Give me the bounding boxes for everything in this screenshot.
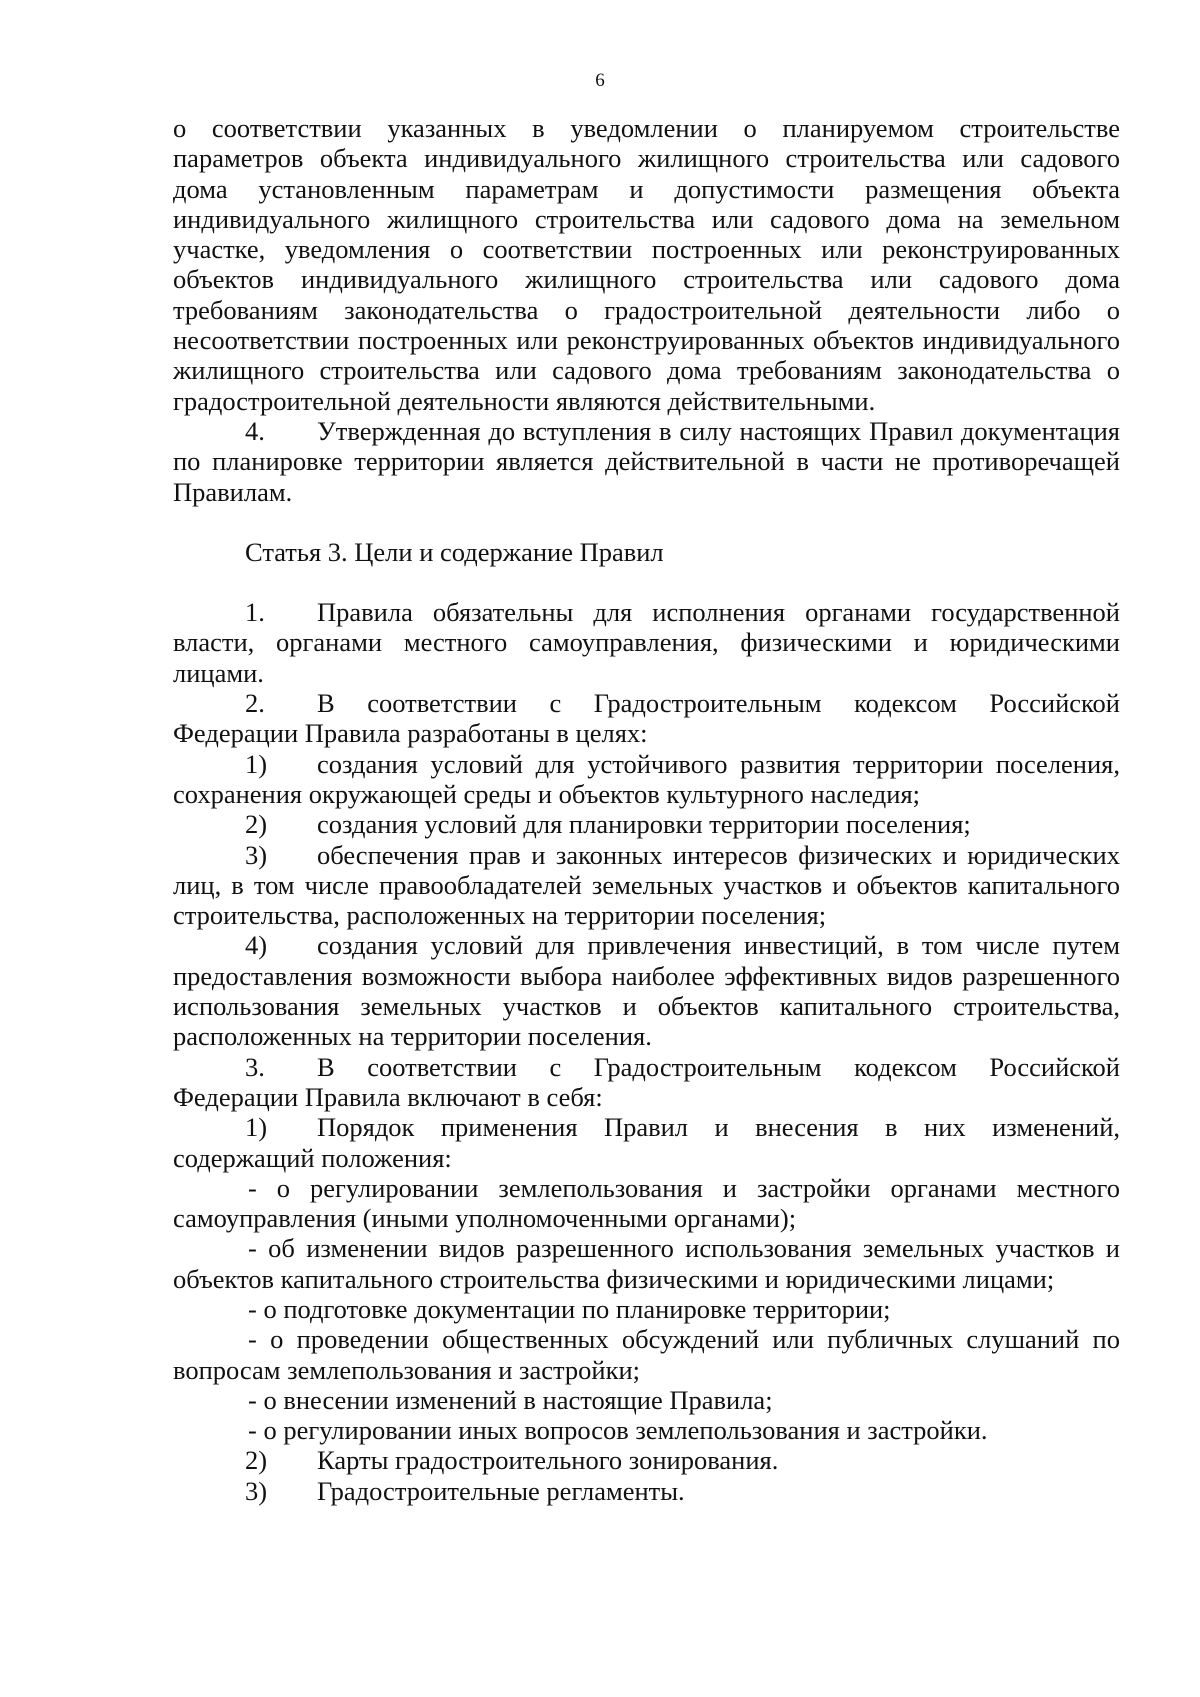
item-number: 1. [245,597,265,628]
item-number: 4) [245,930,268,961]
item-text: Порядок применения Правил и внесения в них изменений, содержащий положения: [173,1112,1120,1173]
item-number: 1) [245,1112,268,1143]
contents-item-3 [173,1476,1120,1506]
item-number: 2. [245,688,265,719]
document-body [173,113,1120,1506]
intro-paragraph: о соответствии указанных в уведомлении о планируемом строительстве параметров объекта индивидуального жилищного строительства или садового дома установленным параметрам и допустимости размещения объекта индивидуального жилищного строительства или садового дома на земельном участке, уведомления о соответствии построенных или реконструированных объектов индивидуального жилищного строительства или садового дома требованиям законодательства о градостроительной деятельности либо о несоответствии построенных или реконструированных объектов индивидуального жилищного строительства или садового дома требованиям законодательства о градостроительной деятельности являются действительными. [173,113,1120,416]
item-number: 3) [245,839,268,870]
item-text: Утвержденная до вступления в силу настоящих Правил документация по планировке территории является действительной в части не противоречащей Правилам. [173,415,1120,507]
item-number: 2) [245,1445,268,1476]
goal-item-3 [173,840,1120,931]
provision-item: - о регулировании землепользования и застройки органами местного самоуправления (иными уполномоченными органами); [173,1172,1120,1234]
provision-item: - о подготовке документации по планировке территории; [248,1293,891,1324]
item-number: 4. [245,415,265,446]
item-text: создания условий для планировки территории поселения; [317,809,971,840]
paragraph-item-3 [173,1052,1120,1113]
contents-item-1 [173,1112,1120,1173]
item-text: создания условий для устойчивого развития территории поселения, сохранения окружающей среды и объектов культурного наследия; [173,748,1120,809]
item-text: обеспечения прав и законных интересов физических и юридических лиц, в том числе правообладателей земельных участков и объектов капитального строительства, расположенных на территории поселения; [173,839,1120,931]
goal-item-4 [173,930,1120,1051]
provision-item: - об изменении видов разрешенного использования земельных участков и объектов капитального строительства физическими и юридическими лицами; [173,1233,1120,1294]
contents-item-2 [173,1445,1120,1475]
item-text: Карты градостроительного зонирования. [317,1445,779,1476]
item-text: Правила обязательны для исполнения органами государственной власти, органами местного самоуправления, физическими и юридическими лицами. [173,597,1120,688]
paragraph-item-4 [173,416,1120,507]
article-item-2 [173,688,1120,749]
item-number: 3) [245,1475,268,1506]
item-text: создания условий для привлечения инвестиций, в том числе путем предоставления возможности выбора наиболее эффективных видов разрешенного использования земельных участков и объектов капитального строительства, расположенных на территории поселения. [173,930,1120,1052]
article-heading: Статья 3. Цели и содержание Правил [245,536,664,567]
item-number: 3. [245,1051,265,1082]
item-text: В соответствии с Градостроительным кодексом Российской Федерации Правила разработаны в целях: [173,688,1120,749]
article-item-1 [173,597,1120,688]
item-text: В соответствии с Градостроительным кодексом Российской Федерации Правила включают в себя: [173,1051,1120,1112]
provision-item: - о проведении общественных обсуждений или публичных слушаний по вопросам землепользования и застройки; [173,1324,1120,1385]
provision-item: - о внесении изменений в настоящие Правила; [248,1384,773,1415]
page-number: 6 [595,70,605,91]
item-text: Градостроительные регламенты. [317,1475,685,1506]
item-number: 1) [245,748,268,779]
goal-item-2 [173,809,1120,839]
item-number: 2) [245,809,268,840]
provision-item: - о регулировании иных вопросов землепользования и застройки. [248,1415,988,1446]
goal-item-1 [173,749,1120,810]
